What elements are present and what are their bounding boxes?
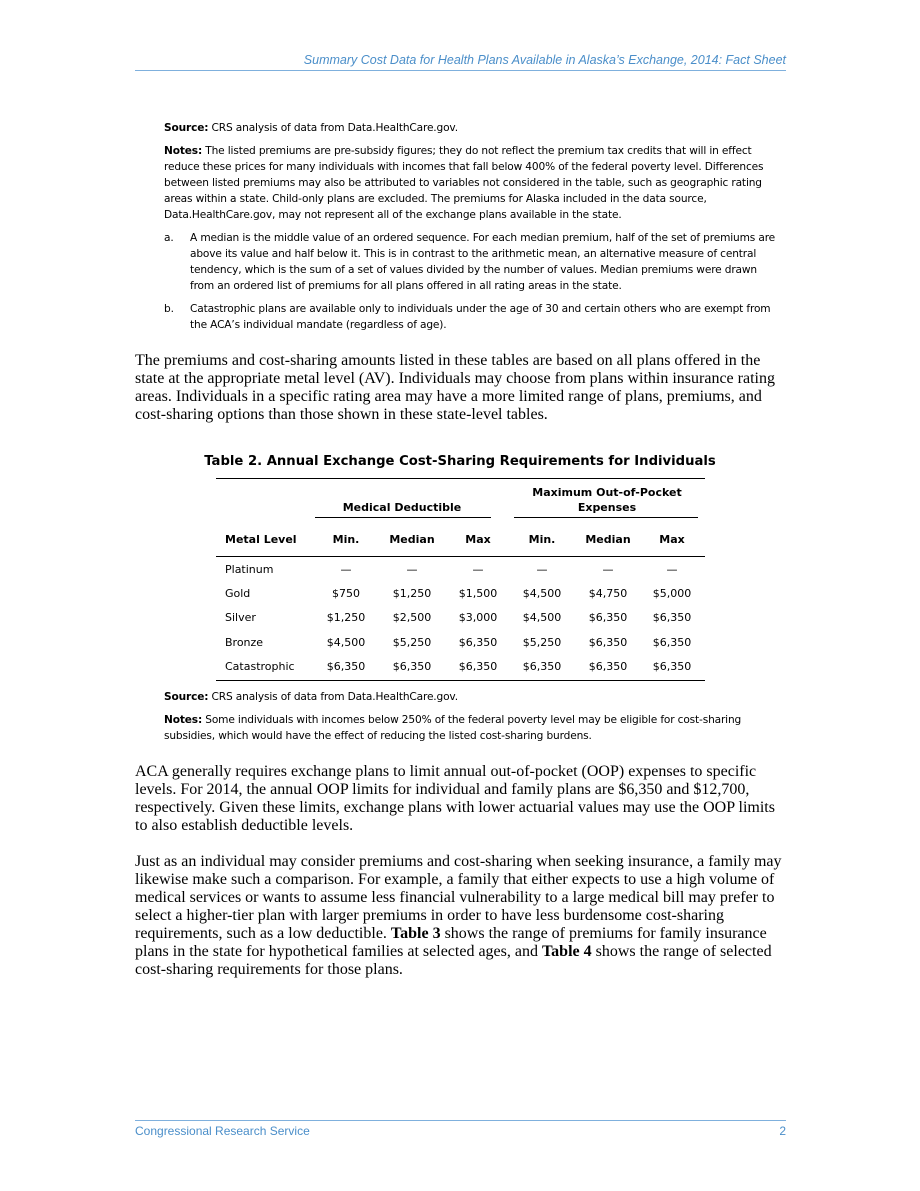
row-bronze-ded-min: $4,500 [326, 636, 366, 649]
group-rule-deductible [315, 517, 491, 518]
table-2-notes-label: Notes: [164, 714, 203, 726]
footer-page-number: 2 [779, 1124, 786, 1138]
row-silver-ded-median: $2,500 [392, 611, 432, 624]
table-top-rule [216, 478, 705, 479]
group-header-deductible: Medical Deductible [342, 501, 462, 514]
notes-text: The listed premiums are pre-subsidy figures; they do not reflect the premium tax credits that will in effect reduce these prices for many individuals with incomes that fall below 400% of the federal poverty level. Differences between listed premiums may also be attributed to variables not considered in the table, such as geographic rating areas within a state. Child-only plans are excluded. The premiums for Alaska included in the data source, Data.HealthCare.gov, may not represent all of the exchange plans available in the state. [164, 145, 764, 221]
group-header-oop-line2: Expenses [577, 501, 637, 514]
row-catastrophic-ded-min: $6,350 [326, 660, 366, 673]
row-platinum-ded-min: — [340, 563, 352, 576]
row-platinum-ded-median: — [406, 563, 418, 576]
row-catastrophic-ded-max: $6,350 [458, 660, 498, 673]
running-header-title: Summary Cost Data for Health Plans Available in Alaska’s Exchange, 2014: Fact Sheet [303, 53, 786, 67]
row-platinum-label: Platinum [225, 563, 274, 576]
footer-rule [135, 1120, 786, 1121]
row-silver-ded-min: $1,250 [326, 611, 366, 624]
row-catastrophic-oop-min: $6,350 [522, 660, 562, 673]
col-header-metal-level: Metal Level [225, 533, 297, 546]
note-a-mark: a. [164, 232, 174, 244]
row-gold-ded-min: $750 [332, 587, 360, 600]
row-gold-ded-median: $1,250 [392, 587, 432, 600]
table-2-source-label: Source: [164, 691, 209, 703]
row-bronze-label: Bronze [225, 636, 264, 649]
table-2-notes [164, 689, 779, 744]
row-gold-label: Gold [225, 587, 251, 600]
row-bronze-oop-max: $6,350 [652, 636, 692, 649]
table-bottom-rule [216, 680, 705, 681]
table-2 [216, 477, 705, 687]
row-gold-oop-max: $5,000 [652, 587, 692, 600]
table-4-reference: Table 4 [541, 943, 592, 960]
table-2-notes-paragraph [164, 712, 779, 744]
table-2-notes-text: Some individuals with incomes below 250% of the federal poverty level may be eligible for cost-sharing subsidies, which would have the effect of reducing the listed cost-sharing burdens. [164, 714, 742, 742]
col-header-deductible-median: Median [389, 533, 435, 546]
row-bronze-ded-median: $5,250 [392, 636, 432, 649]
table-2-title: Table 2. Annual Exchange Cost-Sharing Requirements for Individuals [204, 454, 716, 469]
note-a-text: A median is the middle value of an ordered sequence. For each median premium, half of the set of premiums are above its value and half below it. This is in contrast to the arithmetic mean, an alternative measure of central tendency, which is the sum of a set of values divided by the number of values. Median premiums were drawn from an ordered list of premiums for all plans offered in all rating areas in the state. [190, 232, 776, 292]
row-gold-oop-median: $4,750 [588, 587, 628, 600]
row-gold-ded-max: $1,500 [458, 587, 498, 600]
row-platinum-oop-median: — [602, 563, 614, 576]
group-rule-oop [514, 517, 698, 518]
row-bronze-oop-min: $5,250 [522, 636, 562, 649]
row-gold-oop-min: $4,500 [522, 587, 562, 600]
source-text: CRS analysis of data from Data.HealthCare.gov. [208, 122, 458, 134]
row-silver-oop-min: $4,500 [522, 611, 562, 624]
paragraph-3-part2: shows the range of premiums for family insurance plans in the state for hypothetical families at selected ages, and [135, 925, 767, 960]
row-silver-oop-max: $6,350 [652, 611, 692, 624]
col-header-oop-median: Median [585, 533, 631, 546]
row-catastrophic-oop-median: $6,350 [588, 660, 628, 673]
row-catastrophic-oop-max: $6,350 [652, 660, 692, 673]
row-bronze-oop-median: $6,350 [588, 636, 628, 649]
col-header-oop-min: Min. [528, 533, 556, 546]
paragraph-3-part3: shows the range of selected cost-sharing requirements for those plans. [135, 943, 772, 978]
body-paragraph-2: ACA generally requires exchange plans to limit annual out-of-pocket (OOP) expenses to specific levels. For 2014, the annual OOP limits for individual and family plans are $6,350 and $12,700, respectively. Given these limits, exchange plans with lower actuarial values may use the OOP limits to also establish deductible levels. [135, 763, 775, 834]
row-silver-ded-max: $3,000 [458, 611, 498, 624]
note-b [164, 301, 779, 333]
top-notes [164, 120, 779, 333]
row-catastrophic-label: Catastrophic [225, 660, 295, 673]
col-header-oop-max: Max [659, 533, 685, 546]
notes-label: Notes: [164, 145, 203, 157]
notes-paragraph [164, 143, 779, 223]
source-note [164, 120, 779, 136]
table-2-source-text: CRS analysis of data from Data.HealthCare.gov. [208, 691, 458, 703]
note-b-mark: b. [164, 303, 174, 315]
col-header-deductible-min: Min. [332, 533, 360, 546]
note-a [164, 230, 779, 294]
row-platinum-oop-min: — [536, 563, 548, 576]
row-catastrophic-ded-median: $6,350 [392, 660, 432, 673]
group-header-oop-line1: Maximum Out-of-Pocket [532, 486, 682, 499]
table-3-reference: Table 3 [390, 925, 441, 942]
paragraph-3-part1: Just as an individual may consider premiums and cost-sharing when seeking insurance, a family may likewise make such a comparison. For example, a family that either expects to use a high volume of medical services or wants to assume less financial vulnerability to a large medical bill may prefer to select a higher-tier plan with larger premiums in order to have less burdensome cost-sharing requirements, such as a low deductible. [135, 853, 782, 942]
table-2-source [164, 689, 779, 705]
row-silver-label: Silver [225, 611, 256, 624]
body-paragraph-1: The premiums and cost-sharing amounts listed in these tables are based on all plans offered in the state at the appropriate metal level (AV). Individuals may choose from plans within insurance rating areas. Individuals in a specific rating area may have a more limited range of plans, premiums, and cost-sharing options than those shown in these state-level tables. [135, 352, 775, 423]
body-paragraph-3 [135, 853, 785, 979]
note-b-text: Catastrophic plans are available only to individuals under the age of 30 and certain others who are exempt from the ACA’s individual mandate (regardless of age). [190, 303, 771, 331]
col-header-deductible-max: Max [465, 533, 491, 546]
header-bottom-rule [216, 556, 705, 557]
row-bronze-ded-max: $6,350 [458, 636, 498, 649]
header-rule [135, 70, 786, 71]
row-platinum-oop-max: — [666, 563, 678, 576]
row-platinum-ded-max: — [472, 563, 484, 576]
source-label: Source: [164, 122, 209, 134]
row-silver-oop-median: $6,350 [588, 611, 628, 624]
footer-organization: Congressional Research Service [135, 1124, 310, 1138]
